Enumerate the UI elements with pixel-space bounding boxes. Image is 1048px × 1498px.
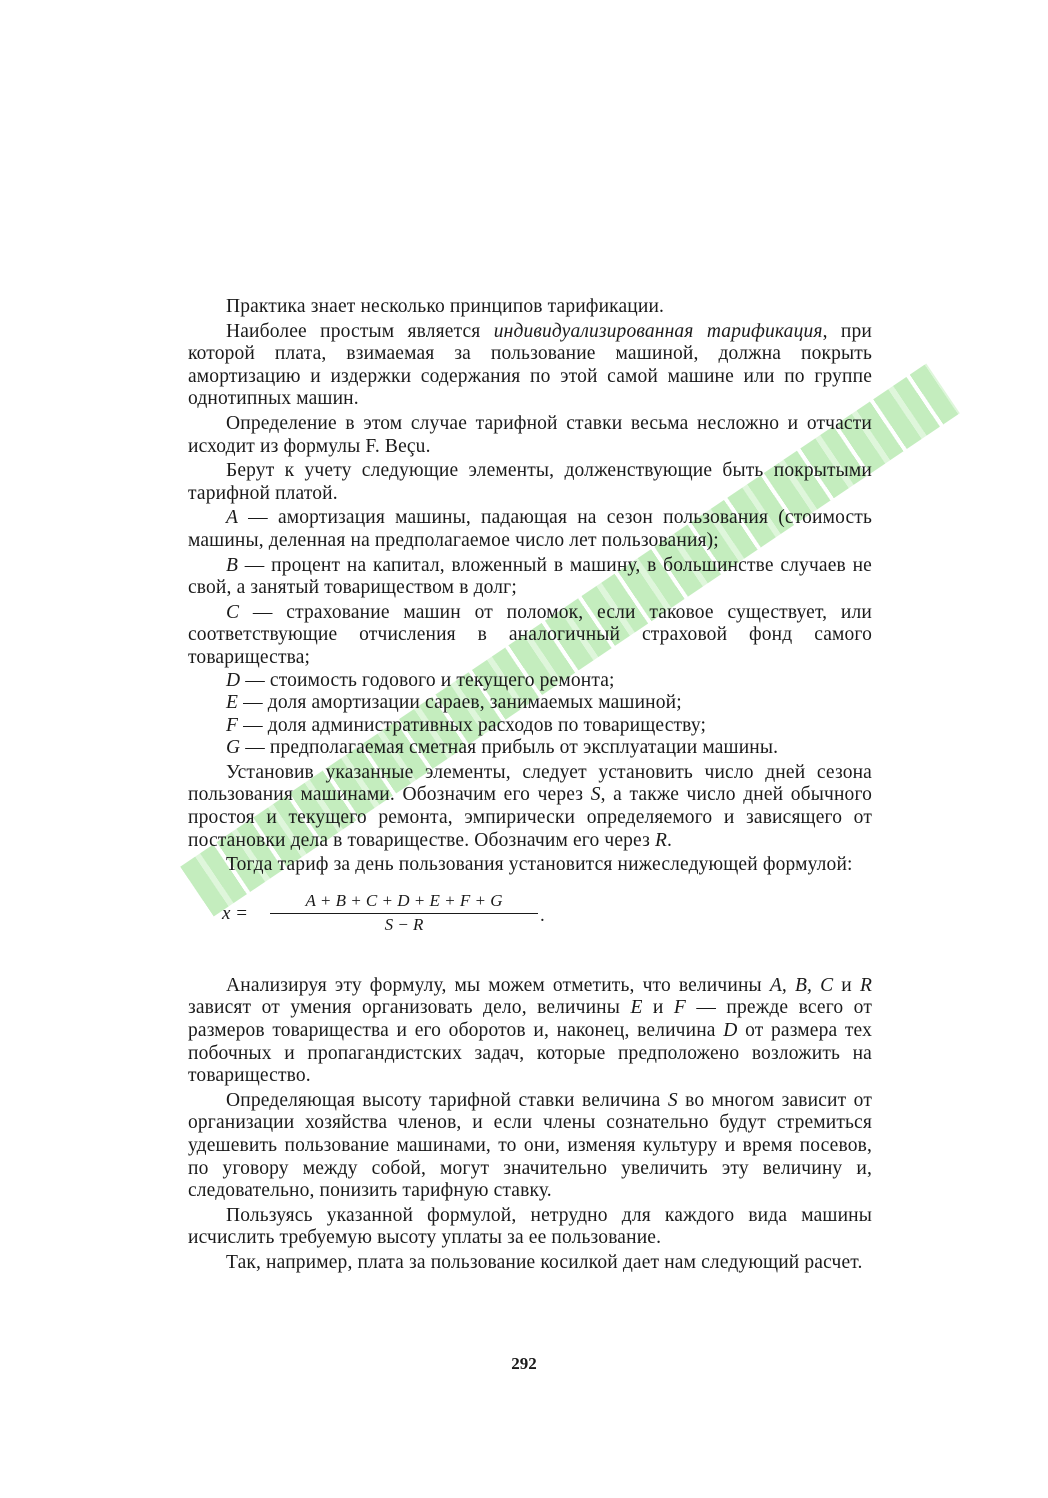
paragraph-5-text-b: , а также число дней обычного простоя и текущего ремонта, эмпирически определяемого и зависящего от постановки дела в товариществе. Обозначим его через — [188, 784, 873, 851]
element-text: — доля административных расходов по товариществу; — [238, 714, 707, 736]
paragraph-7-text-c: — прежде всего от размеров товарищества и его оборотов и, наконец, величина — [188, 997, 872, 1042]
symbols-abc: A, B, C — [769, 974, 834, 996]
element-letter: B — [226, 554, 239, 576]
symbol-d: D — [723, 1020, 738, 1042]
paragraph-4: Берут к учету следующие элементы, долженствующие быть покрытыми тарифной платой. — [188, 460, 872, 504]
formula-end: . — [540, 904, 545, 926]
paragraph-8 — [188, 1090, 872, 1203]
paragraph-10: Так, например, плата за пользование косилкой дает нам следующий расчет. — [226, 1251, 863, 1273]
element-c — [188, 602, 872, 670]
paragraph-3: Определение в этом случае тарифной ставки весьма несложно и отчасти исходит из формулы F. Beçu. — [188, 412, 872, 457]
symbol-r: R — [654, 829, 668, 851]
symbol-s: S — [667, 1089, 678, 1111]
paragraph-8-text-b: во многом зависит от организации хозяйства членов, и если члены сознательно будут стремиться удешевить пользование машинами, то они, изменяя культуру и время посевов, по уговору между собой, могут значительно увеличить эту величину и, следовательно, понизить тарифную ставку. — [188, 1089, 872, 1202]
element-text: — стоимость годового и текущего ремонта; — [240, 669, 615, 691]
paragraph-5-text-c: . — [667, 829, 673, 851]
paragraph-1: Практика знает несколько принципов тарификации. — [226, 296, 665, 317]
page-body — [188, 296, 872, 1275]
symbol-f: F — [673, 997, 686, 1019]
element-e — [188, 692, 872, 715]
fraction-bar — [270, 913, 538, 914]
element-a — [188, 507, 872, 552]
element-text: — страхование машин от поломок, если таковое существует, или соответствующие отчисления в аналогичный страховой фонд самого товарищества; — [188, 601, 872, 668]
paragraph-7-text-d: от размера тех побочных и пропагандистских задач, которые предположено возложить на товарищество. — [188, 1020, 873, 1087]
formula-fraction — [270, 891, 538, 935]
element-text: — процент на капитал, вложенный в машину, в большинстве случаев не свой, а занятый товариществом в долг; — [188, 554, 872, 599]
element-text: — предполагаемая сметная прибыль от эксплуатации машины. — [240, 737, 779, 759]
formula-lhs: x = — [222, 902, 249, 924]
paragraph-7-text-b: зависят от умения организовать дело, величины — [188, 997, 631, 1019]
element-letter: D — [226, 669, 241, 691]
conjunction: и — [833, 974, 860, 996]
paragraph-8-text-a: Определяющая высоту тарифной ставки величина — [226, 1089, 668, 1111]
paragraph-9: Пользуясь указанной формулой, нетрудно для каждого вида машины исчислить требуемую высоту уплаты за ее пользование. — [188, 1204, 872, 1249]
element-letter: E — [226, 692, 239, 714]
element-text: — амортизация машины, падающая на сезон пользования (стоимость машины, деленная на предполагаемое число лет пользования); — [188, 507, 872, 551]
conjunction: и — [642, 997, 674, 1019]
paragraph-2-start: Наиболее простым является — [226, 320, 494, 342]
element-letter: C — [226, 601, 240, 623]
formula-numerator: A + B + C + D + E + F + G — [305, 890, 503, 910]
element-text: — доля амортизации сараев, занимаемых машиной; — [238, 692, 682, 714]
symbol-s: S — [590, 784, 601, 806]
symbol-r: R — [859, 974, 872, 996]
element-b — [188, 555, 872, 600]
element-letter: F — [226, 714, 239, 736]
paragraph-5-text-a: Установив указанные элементы, следует установить число дней сезона пользования машинами. Обозначим его через — [188, 761, 872, 806]
element-f — [188, 715, 872, 738]
element-letter: G — [226, 737, 241, 759]
paragraph-7 — [188, 975, 872, 1088]
formula-denominator: S − R — [384, 914, 424, 934]
page-number: 292 — [511, 1354, 537, 1373]
element-g — [188, 737, 872, 760]
paragraph-7-text-a: Анализируя эту формулу, мы можем отметить, что величины — [226, 974, 770, 996]
paragraph-2-end: , при которой плата, взимаемая за пользование машиной, должна покрыть амортизацию и издержки содержания по этой самой машине или по группе однотипных машин. — [188, 320, 873, 410]
paragraph-2 — [188, 321, 872, 411]
symbol-e: E — [630, 997, 643, 1019]
paragraph-6: Тогда тариф за день пользования установится нижеследующей формулой: — [226, 854, 853, 876]
element-letter: A — [226, 507, 239, 529]
paragraph-5 — [188, 762, 872, 852]
term-individualized-tariff: индивидуализированная тарификация — [493, 320, 823, 342]
element-d — [188, 670, 872, 693]
tariff-formula — [188, 891, 872, 957]
